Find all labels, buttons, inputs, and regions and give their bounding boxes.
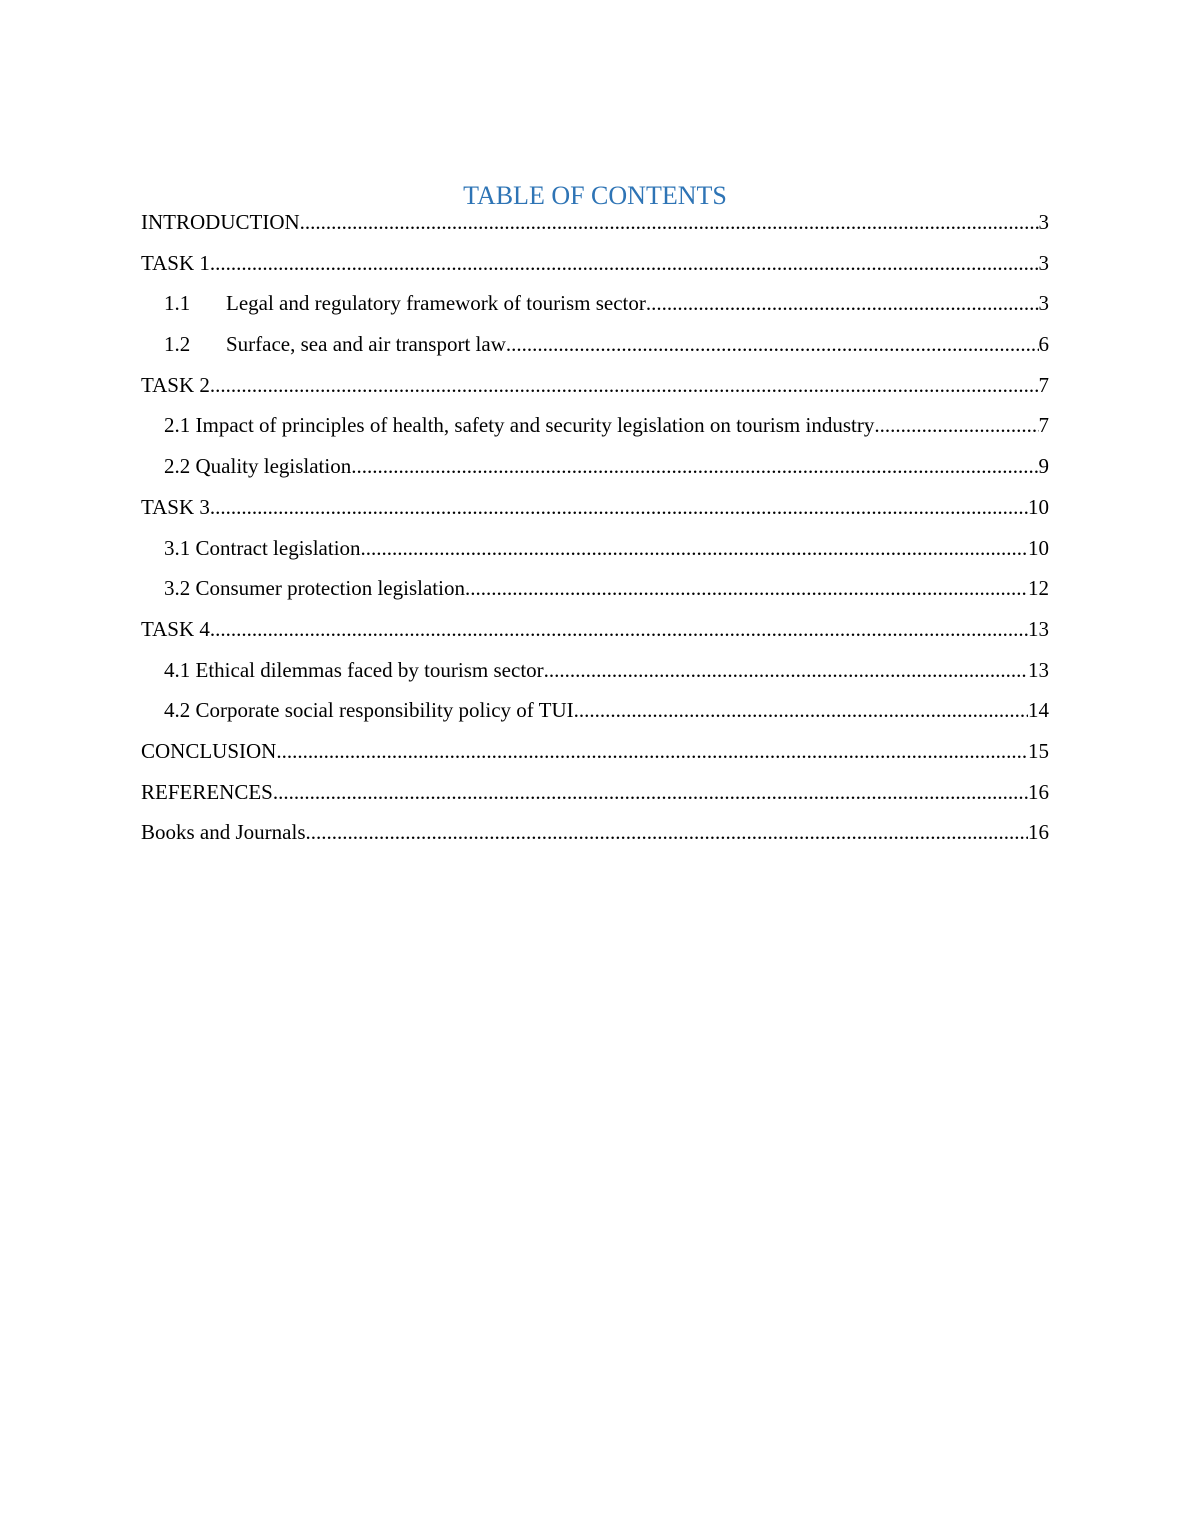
toc-title: TABLE OF CONTENTS — [463, 181, 727, 211]
toc-entry-text: CONCLUSION — [141, 738, 277, 763]
toc-entry[interactable] — [141, 365, 1049, 406]
toc-entry-number: 1.2 — [164, 332, 191, 357]
toc-entry[interactable] — [141, 528, 1049, 569]
toc-dot-leader — [544, 650, 1028, 691]
toc-entry[interactable] — [141, 812, 1049, 853]
toc-entry-text: REFERENCES — [141, 779, 273, 804]
toc-dot-leader — [276, 731, 1028, 772]
toc-entry-page-number: 13 — [1028, 657, 1049, 682]
toc-entry-page-number: 3 — [1038, 210, 1049, 234]
toc-entry-text: Books and Journals — [141, 820, 306, 845]
toc-entry-page-number: 10 — [1028, 535, 1049, 560]
toc-dot-leader — [306, 812, 1029, 853]
toc-dot-leader — [210, 487, 1028, 528]
toc-entry[interactable] — [141, 283, 1049, 324]
toc-entry[interactable] — [141, 690, 1049, 731]
toc-entry-text: Legal and regulatory framework of tourism sector — [226, 291, 646, 316]
toc-entry-page-number: 9 — [1038, 454, 1049, 479]
toc-entry[interactable] — [141, 487, 1049, 528]
toc-dot-leader — [300, 202, 1039, 243]
toc-entry-page-number: 3 — [1038, 291, 1049, 316]
toc-entry-page-number: 15 — [1028, 738, 1049, 763]
toc-entry[interactable] — [141, 650, 1049, 691]
toc-list — [141, 202, 1049, 853]
toc-entry[interactable] — [141, 446, 1049, 487]
toc-dot-leader — [351, 446, 1038, 487]
toc-entry-page-number: 16 — [1028, 820, 1049, 845]
toc-entry-text: 4.2 Corporate social responsibility policy of TUI — [164, 698, 574, 723]
toc-entry-page-number: 12 — [1028, 576, 1049, 601]
toc-entry[interactable] — [141, 731, 1049, 772]
toc-dot-leader — [361, 528, 1028, 569]
toc-dot-leader — [465, 568, 1028, 609]
toc-entry-text: 3.1 Contract legislation — [164, 535, 361, 560]
toc-entry-page-number: 16 — [1028, 779, 1049, 804]
toc-entry-page-number: 14 — [1028, 698, 1049, 723]
toc-dot-leader — [506, 324, 1039, 365]
toc-entry-page-number: 6 — [1038, 332, 1049, 357]
toc-entry[interactable] — [141, 609, 1049, 650]
toc-entry-page-number: 13 — [1028, 616, 1049, 641]
toc-entry-page-number: 7 — [1038, 413, 1049, 438]
toc-dot-leader — [210, 609, 1028, 650]
toc-entry-text: 2.1 Impact of principles of health, safety and security legislation on tourism industry — [164, 413, 875, 438]
toc-dot-leader — [210, 243, 1039, 284]
toc-entry[interactable] — [141, 243, 1049, 284]
toc-dot-leader — [210, 365, 1039, 406]
toc-dot-leader — [646, 283, 1039, 324]
toc-dot-leader — [574, 690, 1028, 731]
toc-entry-page-number: 10 — [1028, 494, 1049, 519]
toc-entry-text: 3.2 Consumer protection legislation — [164, 576, 465, 601]
toc-entry-text: 2.2 Quality legislation — [164, 454, 352, 479]
toc-dot-leader — [874, 405, 1038, 446]
toc-entry[interactable] — [141, 202, 1049, 243]
toc-entry-text: TASK 3 — [141, 494, 210, 519]
toc-entry[interactable] — [141, 324, 1049, 365]
toc-entry-text: TASK 1 — [141, 250, 210, 275]
toc-entry[interactable] — [141, 772, 1049, 813]
toc-entry-text: 4.1 Ethical dilemmas faced by tourism sector — [164, 657, 544, 682]
toc-entry[interactable] — [141, 405, 1049, 446]
toc-entry-text: TASK 4 — [141, 616, 210, 641]
toc-entry-page-number: 3 — [1038, 250, 1049, 275]
toc-entry-number: 1.1 — [164, 291, 191, 316]
toc-entry-text: TASK 2 — [141, 372, 210, 397]
toc-entry-text: INTRODUCTION — [141, 210, 300, 234]
toc-dot-leader — [273, 772, 1028, 813]
toc-entry-text: Surface, sea and air transport law — [226, 332, 506, 357]
toc-entry-page-number: 7 — [1038, 372, 1049, 397]
toc-entry[interactable] — [141, 568, 1049, 609]
